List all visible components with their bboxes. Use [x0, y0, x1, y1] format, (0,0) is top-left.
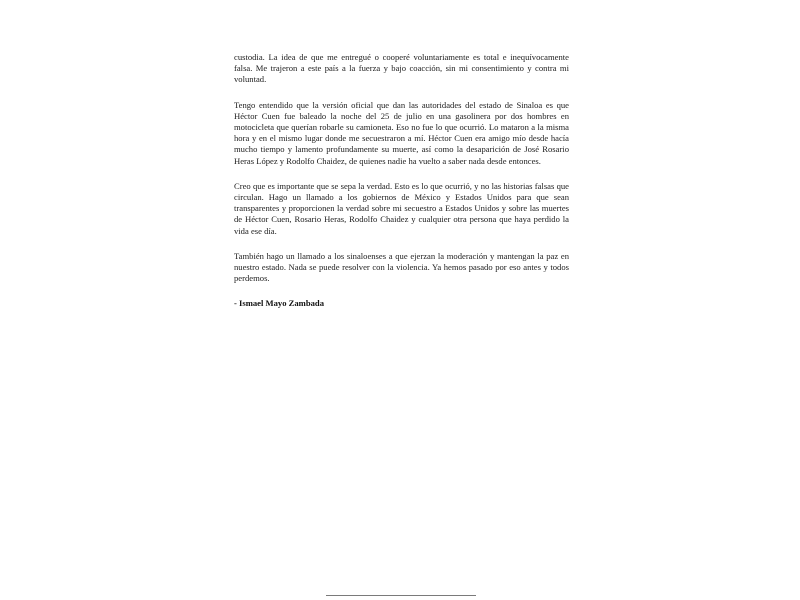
paragraph-truth: Creo que es importante que se sepa la verdad. Esto es lo que ocurrió, y no las historias falsas que circulan. Hago un llamado a los gobiernos de México y Estados Unidos para que sean transparentes y proporcionen la verdad sobre mi secuestro a Estados Unidos y sobre las muertes de Héctor Cuen, Rosario Heras, Rodolfo Chaidez y cualquier otra persona que haya perdido la vida ese día. [234, 180, 569, 236]
signature: - Ismael Mayo Zambada [234, 298, 324, 309]
page-bottom-rule [326, 595, 476, 596]
paragraph-custody: custodia. La idea de que me entregué o cooperé voluntariamente es total e inequívocamente falsa. Me trajeron a este país a la fuerza y bajo coacción, sin mi consentimiento y contra mi voluntad. [234, 52, 569, 85]
paragraph-official-version: Tengo entendido que la versión oficial que dan las autoridades del estado de Sinaloa es que Héctor Cuen fue baleado la noche del 25 de julio en una gasolinera por dos hombres en motocicleta que querían robarle su camioneta. Eso no fue lo que ocurrió. Lo mataron a la misma hora y en el mismo lugar donde me secuestraron a mí. Héctor Cuen era amigo mío desde hacía mucho tiempo y lamento profundamente su muerte, así como la desaparición de José Rosario Heras López y Rodolfo Chaidez, de quienes nadie ha vuelto a saber nada desde entonces. [234, 99, 569, 166]
document-body [234, 52, 569, 309]
paragraph-sinaloa-call: También hago un llamado a los sinaloenses a que ejerzan la moderación y mantengan la paz en nuestro estado. Nada se puede resolver con la violencia. Ya hemos pasado por eso antes y todos perdemos. [234, 250, 569, 284]
